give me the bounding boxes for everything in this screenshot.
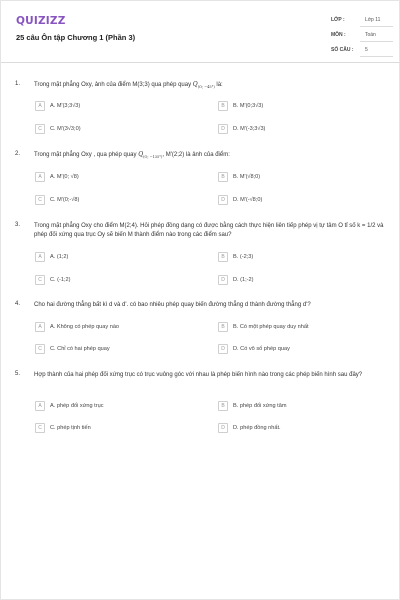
question-number: 1.	[15, 81, 21, 87]
option-d[interactable]	[218, 124, 388, 135]
option-letter-box: B	[218, 252, 228, 262]
option-text: A. Không có phép quay nào	[50, 323, 120, 330]
option-letter-box: A	[35, 252, 45, 262]
option-letter-box: A	[35, 172, 45, 182]
option-d[interactable]	[218, 423, 388, 434]
option-c[interactable]	[35, 275, 205, 286]
option-text: B. (-2;3)	[233, 253, 254, 260]
question-number: 3.	[15, 222, 21, 228]
option-text: D. phép đồng nhất.	[233, 424, 281, 431]
option-text: B. Có một phép quay duy nhất	[233, 323, 309, 330]
option-text: C. (-1;2)	[50, 276, 71, 283]
option-letter-box: D	[218, 423, 228, 433]
option-text: C. Chỉ có hai phép quay	[50, 345, 110, 352]
option-text: D. M'(-√8;0)	[233, 196, 263, 203]
question-text	[34, 151, 390, 162]
option-text: B. phép đối xứng tâm	[233, 402, 287, 409]
rotation-formula	[138, 151, 162, 158]
question-number: 5.	[15, 371, 21, 377]
question-number: 2.	[15, 151, 21, 157]
question-text: Cho hai đường thẳng bất kì d và d'. có bao nhiêu phép quay biến đường thẳng d thành đường thẳng d'?	[34, 302, 311, 308]
option-text: B. M'(0;3√3)	[233, 102, 264, 109]
question-text: Hợp thành của hai phép đối xứng trục có trục vuông góc với nhau là phép biến hình nào trong các phép biến hình sau đây?	[34, 372, 363, 378]
question-text-before: Trong mặt phẳng Oxy, ảnh của điểm M(3;3) qua phép quay	[34, 82, 192, 88]
option-letter-box: B	[218, 172, 228, 182]
meta-underline	[360, 56, 393, 57]
formula-main: Q	[192, 81, 198, 88]
option-c[interactable]	[35, 124, 205, 135]
worksheet-title: 25 câu Ôn tập Chương 1 (Phần 3)	[16, 33, 136, 42]
meta-row-count	[327, 43, 393, 58]
option-letter-box: A	[35, 401, 45, 411]
option-text: D. Có vô số phép quay	[233, 345, 290, 352]
option-text: D. (1;-2)	[233, 276, 254, 283]
option-letter-box: D	[218, 124, 228, 134]
option-c[interactable]	[35, 423, 205, 434]
option-c[interactable]	[35, 195, 205, 206]
meta-value: Lớp 11	[365, 17, 381, 23]
option-letter-box: C	[35, 195, 45, 205]
meta-row-subject	[327, 28, 393, 43]
option-letter-box: B	[218, 322, 228, 332]
option-letter-box: D	[218, 275, 228, 285]
meta-value: Toán	[365, 32, 376, 38]
option-a[interactable]	[35, 252, 205, 263]
option-letter-box: C	[35, 423, 45, 433]
option-d[interactable]	[218, 344, 388, 355]
quizizz-logo: QUIZIZZ	[16, 15, 66, 27]
question-text-after: , M'(2;2) là ảnh của điểm:	[162, 152, 230, 158]
option-text: A. M'(0; √8)	[50, 173, 79, 180]
option-letter-box: A	[35, 101, 45, 111]
question-text-before: Trong mặt phẳng Oxy , qua phép quay	[34, 152, 137, 158]
option-a[interactable]	[35, 401, 205, 412]
option-text: C. M'(0;-√8)	[50, 196, 80, 203]
option-letter-box: C	[35, 124, 45, 134]
option-text: C. phép tịnh tiến	[50, 424, 91, 431]
option-text: A. M'(3;3√3)	[50, 102, 81, 109]
meta-row-class	[327, 13, 393, 28]
option-letter-box: C	[35, 275, 45, 285]
meta-label: SỐ CÂU :	[331, 47, 354, 53]
option-letter-box: C	[35, 344, 45, 354]
formula-sub: (O; −45°)	[197, 85, 215, 90]
option-b[interactable]	[218, 172, 388, 183]
question-text-after: là:	[214, 82, 223, 88]
option-d[interactable]	[218, 275, 388, 286]
option-text: A. (1;2)	[50, 253, 69, 260]
option-d[interactable]	[218, 195, 388, 206]
question-number: 4.	[15, 301, 21, 307]
option-a[interactable]	[35, 101, 205, 112]
formula-sub: (O; −135°)	[143, 155, 163, 160]
question-text: Trong mặt phẳng Oxy cho điểm M(2;4). Hỏi phép đồng dạng có được bằng cách thực hiện liên tiếp phép vị tự tâm O tỉ số k = 1/2 và phép đối xứng qua trục Oy sẽ biến M thành điểm nào trong các điểm sau?	[34, 223, 384, 238]
worksheet-meta	[327, 13, 393, 58]
meta-label: LỚP :	[331, 17, 345, 23]
option-a[interactable]	[35, 322, 205, 333]
option-text: C. M'(3√3;0)	[50, 125, 81, 132]
option-b[interactable]	[218, 101, 388, 112]
option-text: A. phép đối xứng trục	[50, 402, 104, 409]
meta-value: 5	[365, 47, 368, 53]
option-text: B. M'(√8;0)	[233, 173, 261, 180]
option-text: D. M'(-3;3√3)	[233, 125, 266, 132]
option-b[interactable]	[218, 322, 388, 333]
option-letter-box: D	[218, 195, 228, 205]
option-letter-box: A	[35, 322, 45, 332]
option-b[interactable]	[218, 401, 388, 412]
formula-main: Q	[138, 151, 144, 158]
meta-underline	[360, 41, 393, 42]
option-b[interactable]	[218, 252, 388, 263]
worksheet-header	[1, 1, 400, 63]
question-text	[34, 81, 390, 92]
meta-label: MÔN :	[331, 32, 346, 38]
meta-underline	[360, 26, 393, 27]
option-c[interactable]	[35, 344, 205, 355]
option-letter-box: D	[218, 344, 228, 354]
option-letter-box: B	[218, 401, 228, 411]
option-letter-box: B	[218, 101, 228, 111]
option-a[interactable]	[35, 172, 205, 183]
rotation-formula	[193, 81, 215, 88]
